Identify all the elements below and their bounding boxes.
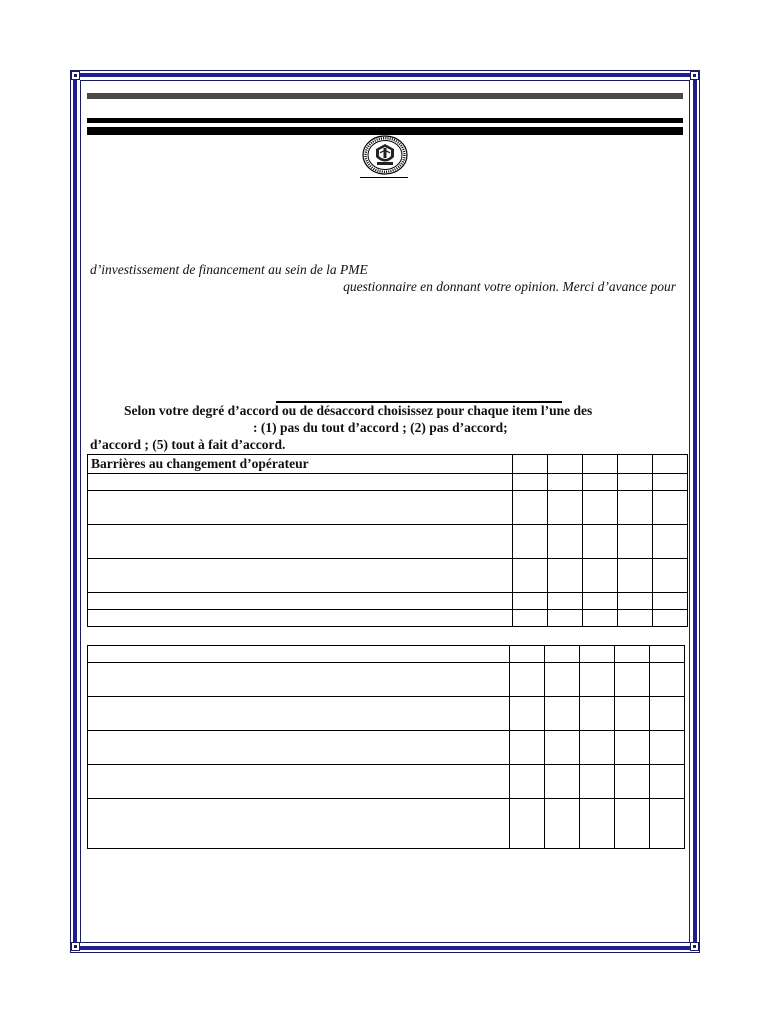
score-cell[interactable]	[653, 455, 688, 474]
score-cell[interactable]	[650, 765, 685, 799]
score-cell[interactable]	[513, 455, 548, 474]
header-rule	[87, 127, 683, 135]
score-cell[interactable]	[545, 799, 580, 849]
table-row	[88, 559, 688, 593]
score-cell[interactable]	[653, 474, 688, 491]
item-cell	[88, 765, 510, 799]
item-cell	[88, 593, 513, 610]
score-cell[interactable]	[580, 765, 615, 799]
university-seal-logo	[362, 135, 408, 175]
header-rule	[87, 118, 683, 123]
score-cell[interactable]	[615, 799, 650, 849]
score-cell[interactable]	[618, 455, 653, 474]
border-corner	[71, 71, 80, 80]
item-cell	[88, 610, 513, 627]
score-cell[interactable]	[615, 646, 650, 663]
score-cell[interactable]	[545, 663, 580, 697]
score-cell[interactable]	[548, 525, 583, 559]
score-cell[interactable]	[618, 491, 653, 525]
score-cell[interactable]	[653, 559, 688, 593]
border-corner	[690, 71, 699, 80]
score-cell[interactable]	[510, 697, 545, 731]
item-cell	[88, 663, 510, 697]
table-header-cell: Barrières au changement d’opérateur	[88, 455, 513, 474]
table-header-row	[88, 455, 688, 474]
score-cell[interactable]	[583, 455, 618, 474]
instruction-line: Selon votre degré d’accord ou de désaccord choisissez pour chaque item l’une des	[124, 403, 593, 418]
score-cell[interactable]	[583, 491, 618, 525]
table-header-row	[88, 646, 685, 663]
score-cell[interactable]	[545, 646, 580, 663]
item-cell	[88, 697, 510, 731]
score-cell[interactable]	[615, 697, 650, 731]
table-row	[88, 663, 685, 697]
score-cell[interactable]	[548, 559, 583, 593]
header-rule	[87, 93, 683, 99]
score-cell[interactable]	[548, 491, 583, 525]
item-cell	[88, 491, 513, 525]
score-cell[interactable]	[650, 799, 685, 849]
logo-underline	[360, 177, 408, 178]
score-cell[interactable]	[513, 491, 548, 525]
score-cell[interactable]	[583, 525, 618, 559]
table-row	[88, 799, 685, 849]
score-cell[interactable]	[650, 646, 685, 663]
table-header-cell	[88, 646, 510, 663]
score-cell[interactable]	[510, 765, 545, 799]
table-row	[88, 697, 685, 731]
intro-line: questionnaire en donnant votre opinion. Merci d’avance pour	[343, 279, 676, 294]
score-cell[interactable]	[513, 559, 548, 593]
score-cell[interactable]	[618, 525, 653, 559]
table-row	[88, 765, 685, 799]
instruction-line: d’accord ; (5) tout à fait d’accord.	[90, 437, 286, 452]
score-cell[interactable]	[653, 593, 688, 610]
score-cell[interactable]	[513, 610, 548, 627]
item-cell	[88, 559, 513, 593]
score-cell[interactable]	[513, 525, 548, 559]
border-corner	[690, 942, 699, 951]
score-cell[interactable]	[548, 474, 583, 491]
score-cell[interactable]	[510, 646, 545, 663]
score-cell[interactable]	[653, 610, 688, 627]
score-cell[interactable]	[513, 593, 548, 610]
score-cell[interactable]	[545, 765, 580, 799]
questionnaire-table-barriers	[87, 454, 688, 627]
score-cell[interactable]	[583, 610, 618, 627]
score-cell[interactable]	[510, 731, 545, 765]
score-cell[interactable]	[650, 731, 685, 765]
table-row	[88, 525, 688, 559]
score-cell[interactable]	[580, 799, 615, 849]
questionnaire-table-second	[87, 645, 685, 849]
score-cell[interactable]	[615, 731, 650, 765]
score-cell[interactable]	[618, 610, 653, 627]
score-cell[interactable]	[580, 697, 615, 731]
item-cell	[88, 474, 513, 491]
score-cell[interactable]	[583, 474, 618, 491]
score-cell[interactable]	[618, 593, 653, 610]
score-cell[interactable]	[545, 697, 580, 731]
score-cell[interactable]	[545, 731, 580, 765]
border-corner	[71, 942, 80, 951]
score-cell[interactable]	[650, 663, 685, 697]
table-row	[88, 593, 688, 610]
score-cell[interactable]	[548, 455, 583, 474]
score-cell[interactable]	[548, 610, 583, 627]
table-row	[88, 491, 688, 525]
score-cell[interactable]	[513, 474, 548, 491]
score-cell[interactable]	[650, 697, 685, 731]
item-cell	[88, 799, 510, 849]
item-cell	[88, 731, 510, 765]
intro-line: d’investissement de financement au sein de la PME	[90, 262, 368, 277]
score-cell[interactable]	[580, 731, 615, 765]
score-cell[interactable]	[615, 765, 650, 799]
score-cell[interactable]	[548, 593, 583, 610]
table-row	[88, 474, 688, 491]
score-cell[interactable]	[653, 525, 688, 559]
table-row	[88, 610, 688, 627]
score-cell[interactable]	[618, 559, 653, 593]
table-row	[88, 731, 685, 765]
instruction-line: : (1) pas du tout d’accord ; (2) pas d’accord;	[253, 420, 508, 435]
item-cell	[88, 525, 513, 559]
score-cell[interactable]	[583, 559, 618, 593]
score-cell[interactable]	[580, 663, 615, 697]
score-cell[interactable]	[510, 799, 545, 849]
score-cell[interactable]	[583, 593, 618, 610]
score-cell[interactable]	[580, 646, 615, 663]
score-cell[interactable]	[615, 663, 650, 697]
score-cell[interactable]	[653, 491, 688, 525]
score-cell[interactable]	[510, 663, 545, 697]
score-cell[interactable]	[618, 474, 653, 491]
